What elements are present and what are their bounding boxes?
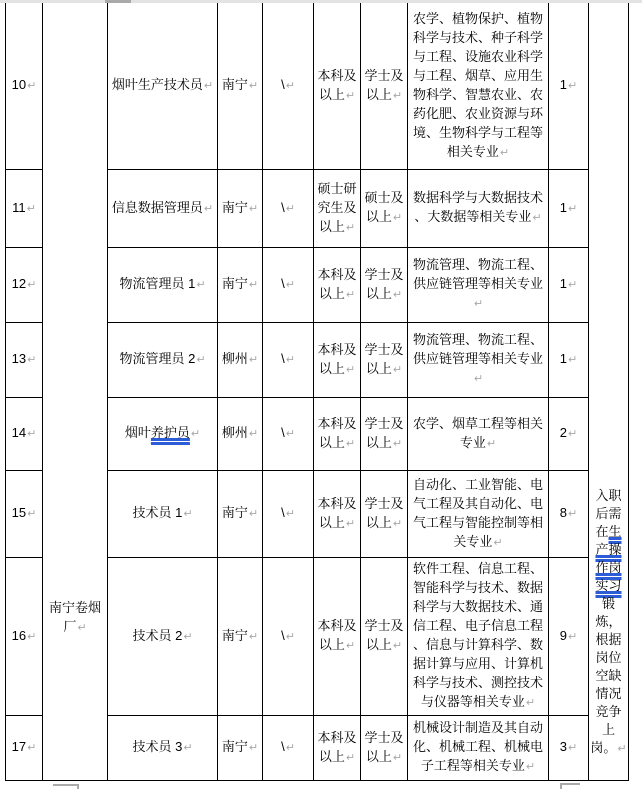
majors-cell: 机械设计制造及其自动化、机械工程、机械电子工程等相关专业↵ bbox=[408, 715, 549, 780]
paragraph-mark: ↵ bbox=[568, 630, 578, 643]
degree-cell: 学士及以上↵ bbox=[361, 322, 408, 397]
notes-line bbox=[589, 685, 628, 703]
majors-cell: 农学、烟草工程等相关专业↵ bbox=[408, 397, 549, 470]
paragraph-mark: ↵ bbox=[345, 288, 356, 301]
unit-cell bbox=[43, 3, 108, 780]
education-cell: 本科及以上↵ bbox=[314, 247, 361, 322]
grammar-underlined-text: 养护员 bbox=[150, 425, 190, 440]
paragraph-mark: ↵ bbox=[392, 288, 403, 301]
paragraph-mark: ↵ bbox=[190, 428, 201, 440]
paragraph-mark: ↵ bbox=[345, 89, 356, 102]
paragraph-mark: ↵ bbox=[568, 742, 578, 754]
notes-line bbox=[589, 541, 628, 559]
notes-line bbox=[589, 739, 628, 758]
count-cell: 3↵ bbox=[549, 715, 589, 780]
count-cell: 1↵ bbox=[549, 247, 589, 322]
majors-cell: 自动化、工业智能、电气工程及其自动化、电气工程与智能控制等相关专业↵ bbox=[408, 470, 549, 557]
paragraph-mark: ↵ bbox=[285, 742, 295, 754]
paragraph-mark: ↵ bbox=[27, 354, 37, 366]
count-cell: 1↵ bbox=[549, 169, 589, 247]
position-cell: 物流管理员 1↵ bbox=[108, 247, 218, 322]
paragraph-mark: ↵ bbox=[285, 354, 295, 366]
text-segment: 烟叶 bbox=[124, 425, 151, 440]
slash-cell: \↵ bbox=[263, 715, 314, 780]
paragraph-mark: ↵ bbox=[285, 80, 295, 93]
paragraph-mark: ↵ bbox=[27, 279, 37, 291]
slash-cell: \↵ bbox=[263, 322, 314, 397]
paragraph-mark: ↵ bbox=[77, 622, 87, 634]
count-cell: 9↵ bbox=[549, 557, 589, 715]
paragraph-mark: ↵ bbox=[345, 221, 356, 234]
paragraph-mark: ↵ bbox=[285, 202, 295, 215]
degree-cell: 学士及以上↵ bbox=[361, 470, 408, 557]
city-cell: 柳州↵ bbox=[218, 397, 263, 470]
row-number-cell: 15↵ bbox=[6, 470, 43, 557]
unit-text: 南宁卷烟厂↵ bbox=[48, 600, 101, 634]
paragraph-mark: ↵ bbox=[345, 437, 356, 450]
paragraph-mark: ↵ bbox=[617, 743, 627, 755]
paragraph-mark: ↵ bbox=[27, 508, 37, 520]
slash-cell: \↵ bbox=[263, 470, 314, 557]
notes-line bbox=[589, 505, 628, 523]
count-cell: 8↵ bbox=[549, 470, 589, 557]
paragraph-mark: ↵ bbox=[248, 202, 259, 215]
text-segment: 炼， bbox=[595, 614, 622, 629]
paragraph-mark: ↵ bbox=[26, 202, 36, 215]
text-segment: 后需 bbox=[595, 506, 622, 521]
education-cell: 本科及以上↵ bbox=[314, 470, 361, 557]
position-cell: 烟叶生产技术员↵ bbox=[108, 3, 218, 169]
paragraph-mark: ↵ bbox=[285, 508, 295, 520]
count-cell: 2↵ bbox=[549, 397, 589, 470]
degree-cell: 学士及以上↵ bbox=[361, 715, 408, 780]
notes-line bbox=[589, 667, 628, 685]
paragraph-mark: ↵ bbox=[183, 742, 193, 754]
paragraph-mark: ↵ bbox=[473, 373, 484, 385]
paragraph-mark: ↵ bbox=[345, 517, 356, 530]
paragraph-mark: ↵ bbox=[392, 640, 403, 652]
education-cell: 本科及以上↵ bbox=[314, 397, 361, 470]
city-cell: 南宁↵ bbox=[218, 715, 263, 780]
notes-line bbox=[589, 649, 628, 667]
row-number-cell: 13↵ bbox=[6, 322, 43, 397]
education-cell: 本科及以上↵ bbox=[314, 715, 361, 780]
row-number-cell: 17↵ bbox=[6, 715, 43, 780]
paragraph-mark: ↵ bbox=[499, 146, 510, 159]
paragraph-mark: ↵ bbox=[248, 742, 259, 754]
table-corner-artifact bbox=[560, 783, 580, 789]
paragraph-mark: ↵ bbox=[525, 761, 536, 773]
paragraph-mark: ↵ bbox=[183, 508, 193, 520]
degree-cell: 学士及以上↵ bbox=[361, 397, 408, 470]
paragraph-mark: ↵ bbox=[285, 630, 295, 643]
paragraph-mark: ↵ bbox=[568, 202, 578, 215]
notes-line bbox=[589, 559, 628, 577]
position-cell: 物流管理员 2↵ bbox=[108, 322, 218, 397]
paragraph-mark: ↵ bbox=[486, 437, 497, 450]
notes-line bbox=[589, 523, 628, 541]
notes-line bbox=[589, 613, 628, 631]
education-cell: 本科及以上↵ bbox=[314, 557, 361, 715]
paragraph-mark: ↵ bbox=[248, 80, 259, 93]
notes-text bbox=[589, 487, 628, 758]
city-cell: 南宁↵ bbox=[218, 470, 263, 557]
slash-cell: \↵ bbox=[263, 557, 314, 715]
text-segment: 空缺 bbox=[595, 668, 622, 683]
education-cell: 本科及以上↵ bbox=[314, 322, 361, 397]
row-number-cell: 11↵ bbox=[6, 169, 43, 247]
paragraph-mark: ↵ bbox=[27, 630, 37, 643]
paragraph-mark: ↵ bbox=[525, 697, 536, 709]
notes-line bbox=[589, 595, 628, 613]
text-segment: 情况 bbox=[595, 686, 622, 701]
paragraph-mark: ↵ bbox=[345, 640, 356, 652]
text-segment: 在 bbox=[595, 524, 609, 539]
count-cell: 1↵ bbox=[549, 3, 589, 169]
row-number-cell: 14↵ bbox=[6, 397, 43, 470]
paragraph-mark: ↵ bbox=[568, 428, 578, 440]
paragraph-mark: ↵ bbox=[345, 363, 356, 376]
count-cell: 1↵ bbox=[549, 322, 589, 397]
paragraph-mark: ↵ bbox=[196, 354, 206, 366]
city-cell: 南宁↵ bbox=[218, 247, 263, 322]
paragraph-mark: ↵ bbox=[183, 630, 193, 643]
city-cell: 南宁↵ bbox=[218, 557, 263, 715]
notes-cell bbox=[589, 3, 629, 780]
city-cell: 南宁↵ bbox=[218, 3, 263, 169]
paragraph-mark: ↵ bbox=[392, 437, 403, 450]
paragraph-mark: ↵ bbox=[392, 89, 403, 102]
paragraph-mark: ↵ bbox=[285, 279, 295, 291]
paragraph-mark: ↵ bbox=[493, 536, 503, 549]
text-segment: 入职 bbox=[595, 488, 622, 503]
text-segment: 上 bbox=[601, 722, 615, 737]
city-cell: 南宁↵ bbox=[218, 169, 263, 247]
paragraph-mark: ↵ bbox=[532, 212, 542, 224]
majors-cell: 软件工程、信息工程、智能科学与技术、数据科学与大数据技术、通信工程、电子信息工程、信息与计算科学、数据计算与应用、计算机科学与技术、测控技术与仪器等相关专业↵ bbox=[408, 557, 549, 715]
paragraph-mark: ↵ bbox=[248, 428, 259, 440]
paragraph-mark: ↵ bbox=[27, 80, 37, 93]
paragraph-mark: ↵ bbox=[392, 517, 403, 530]
paragraph-mark: ↵ bbox=[392, 751, 403, 764]
table-row bbox=[6, 3, 629, 169]
position-cell: 技术员 3↵ bbox=[108, 715, 218, 780]
degree-cell: 学士及以上↵ bbox=[361, 557, 408, 715]
text-segment: 岗。 bbox=[590, 740, 617, 755]
position-cell: 技术员 2↵ bbox=[108, 557, 218, 715]
paragraph-mark: ↵ bbox=[203, 202, 214, 215]
text-segment: 根据 bbox=[595, 632, 622, 647]
notes-line bbox=[589, 703, 628, 721]
text-segment: 锻 bbox=[601, 596, 615, 611]
paragraph-mark: ↵ bbox=[568, 80, 578, 93]
paragraph-mark: ↵ bbox=[568, 508, 578, 520]
row-number-cell: 16↵ bbox=[6, 557, 43, 715]
paragraph-mark: ↵ bbox=[196, 279, 206, 291]
paragraph-mark: ↵ bbox=[27, 428, 37, 440]
notes-line bbox=[589, 721, 628, 739]
paragraph-mark: ↵ bbox=[568, 354, 578, 366]
grammar-underlined-text: 生 bbox=[608, 524, 622, 539]
grammar-underlined-text: 作岗 bbox=[595, 560, 622, 575]
text-segment: 竞争 bbox=[595, 704, 622, 719]
education-cell: 本科及以上↵ bbox=[314, 3, 361, 169]
grammar-underlined-text: 实习 bbox=[595, 578, 622, 593]
slash-cell: \↵ bbox=[263, 397, 314, 470]
paragraph-mark: ↵ bbox=[248, 630, 259, 643]
text-segment: 岗位 bbox=[595, 650, 622, 665]
education-cell: 硕士研究生及以上↵ bbox=[314, 169, 361, 247]
paragraph-mark: ↵ bbox=[248, 354, 259, 366]
position-cell bbox=[108, 397, 218, 470]
grammar-underlined-text: 产操 bbox=[595, 542, 622, 557]
row-number-cell: 10↵ bbox=[6, 3, 43, 169]
degree-cell: 学士及以上↵ bbox=[361, 247, 408, 322]
notes-line bbox=[589, 487, 628, 505]
notes-line bbox=[589, 577, 628, 595]
recruitment-table bbox=[5, 3, 629, 781]
paragraph-mark: ↵ bbox=[392, 363, 403, 376]
degree-cell: 学士及以上↵ bbox=[361, 3, 408, 169]
position-cell: 技术员 1↵ bbox=[108, 470, 218, 557]
table-corner-artifact bbox=[53, 784, 79, 789]
row-number-cell: 12↵ bbox=[6, 247, 43, 322]
paragraph-mark: ↵ bbox=[568, 279, 578, 291]
degree-cell: 硕士及以上↵ bbox=[361, 169, 408, 247]
paragraph-mark: ↵ bbox=[473, 298, 484, 310]
slash-cell: \↵ bbox=[263, 3, 314, 169]
paragraph-mark: ↵ bbox=[27, 742, 37, 754]
slash-cell: \↵ bbox=[263, 247, 314, 322]
paragraph-mark: ↵ bbox=[248, 279, 259, 291]
notes-line bbox=[589, 631, 628, 649]
majors-cell: 物流管理、物流工程、供应链管理等相关专业↵ bbox=[408, 322, 549, 397]
slash-cell: \↵ bbox=[263, 169, 314, 247]
paragraph-mark: ↵ bbox=[392, 212, 403, 224]
paragraph-mark: ↵ bbox=[285, 428, 295, 440]
majors-cell: 数据科学与大数据技术、大数据等相关专业↵ bbox=[408, 169, 549, 247]
paragraph-mark: ↵ bbox=[345, 751, 356, 764]
majors-cell: 物流管理、物流工程、供应链管理等相关专业↵ bbox=[408, 247, 549, 322]
paragraph-mark: ↵ bbox=[248, 508, 259, 520]
position-cell: 信息数据管理员↵ bbox=[108, 169, 218, 247]
paragraph-mark: ↵ bbox=[203, 80, 214, 93]
city-cell: 柳州↵ bbox=[218, 322, 263, 397]
majors-cell: 农学、植物保护、植物科学与技术、种子科学与工程、设施农业科学与工程、烟草、应用生物科学、智慧农业、农药化肥、农业资源与环境、生物科学与工程等相关专业↵ bbox=[408, 3, 549, 169]
